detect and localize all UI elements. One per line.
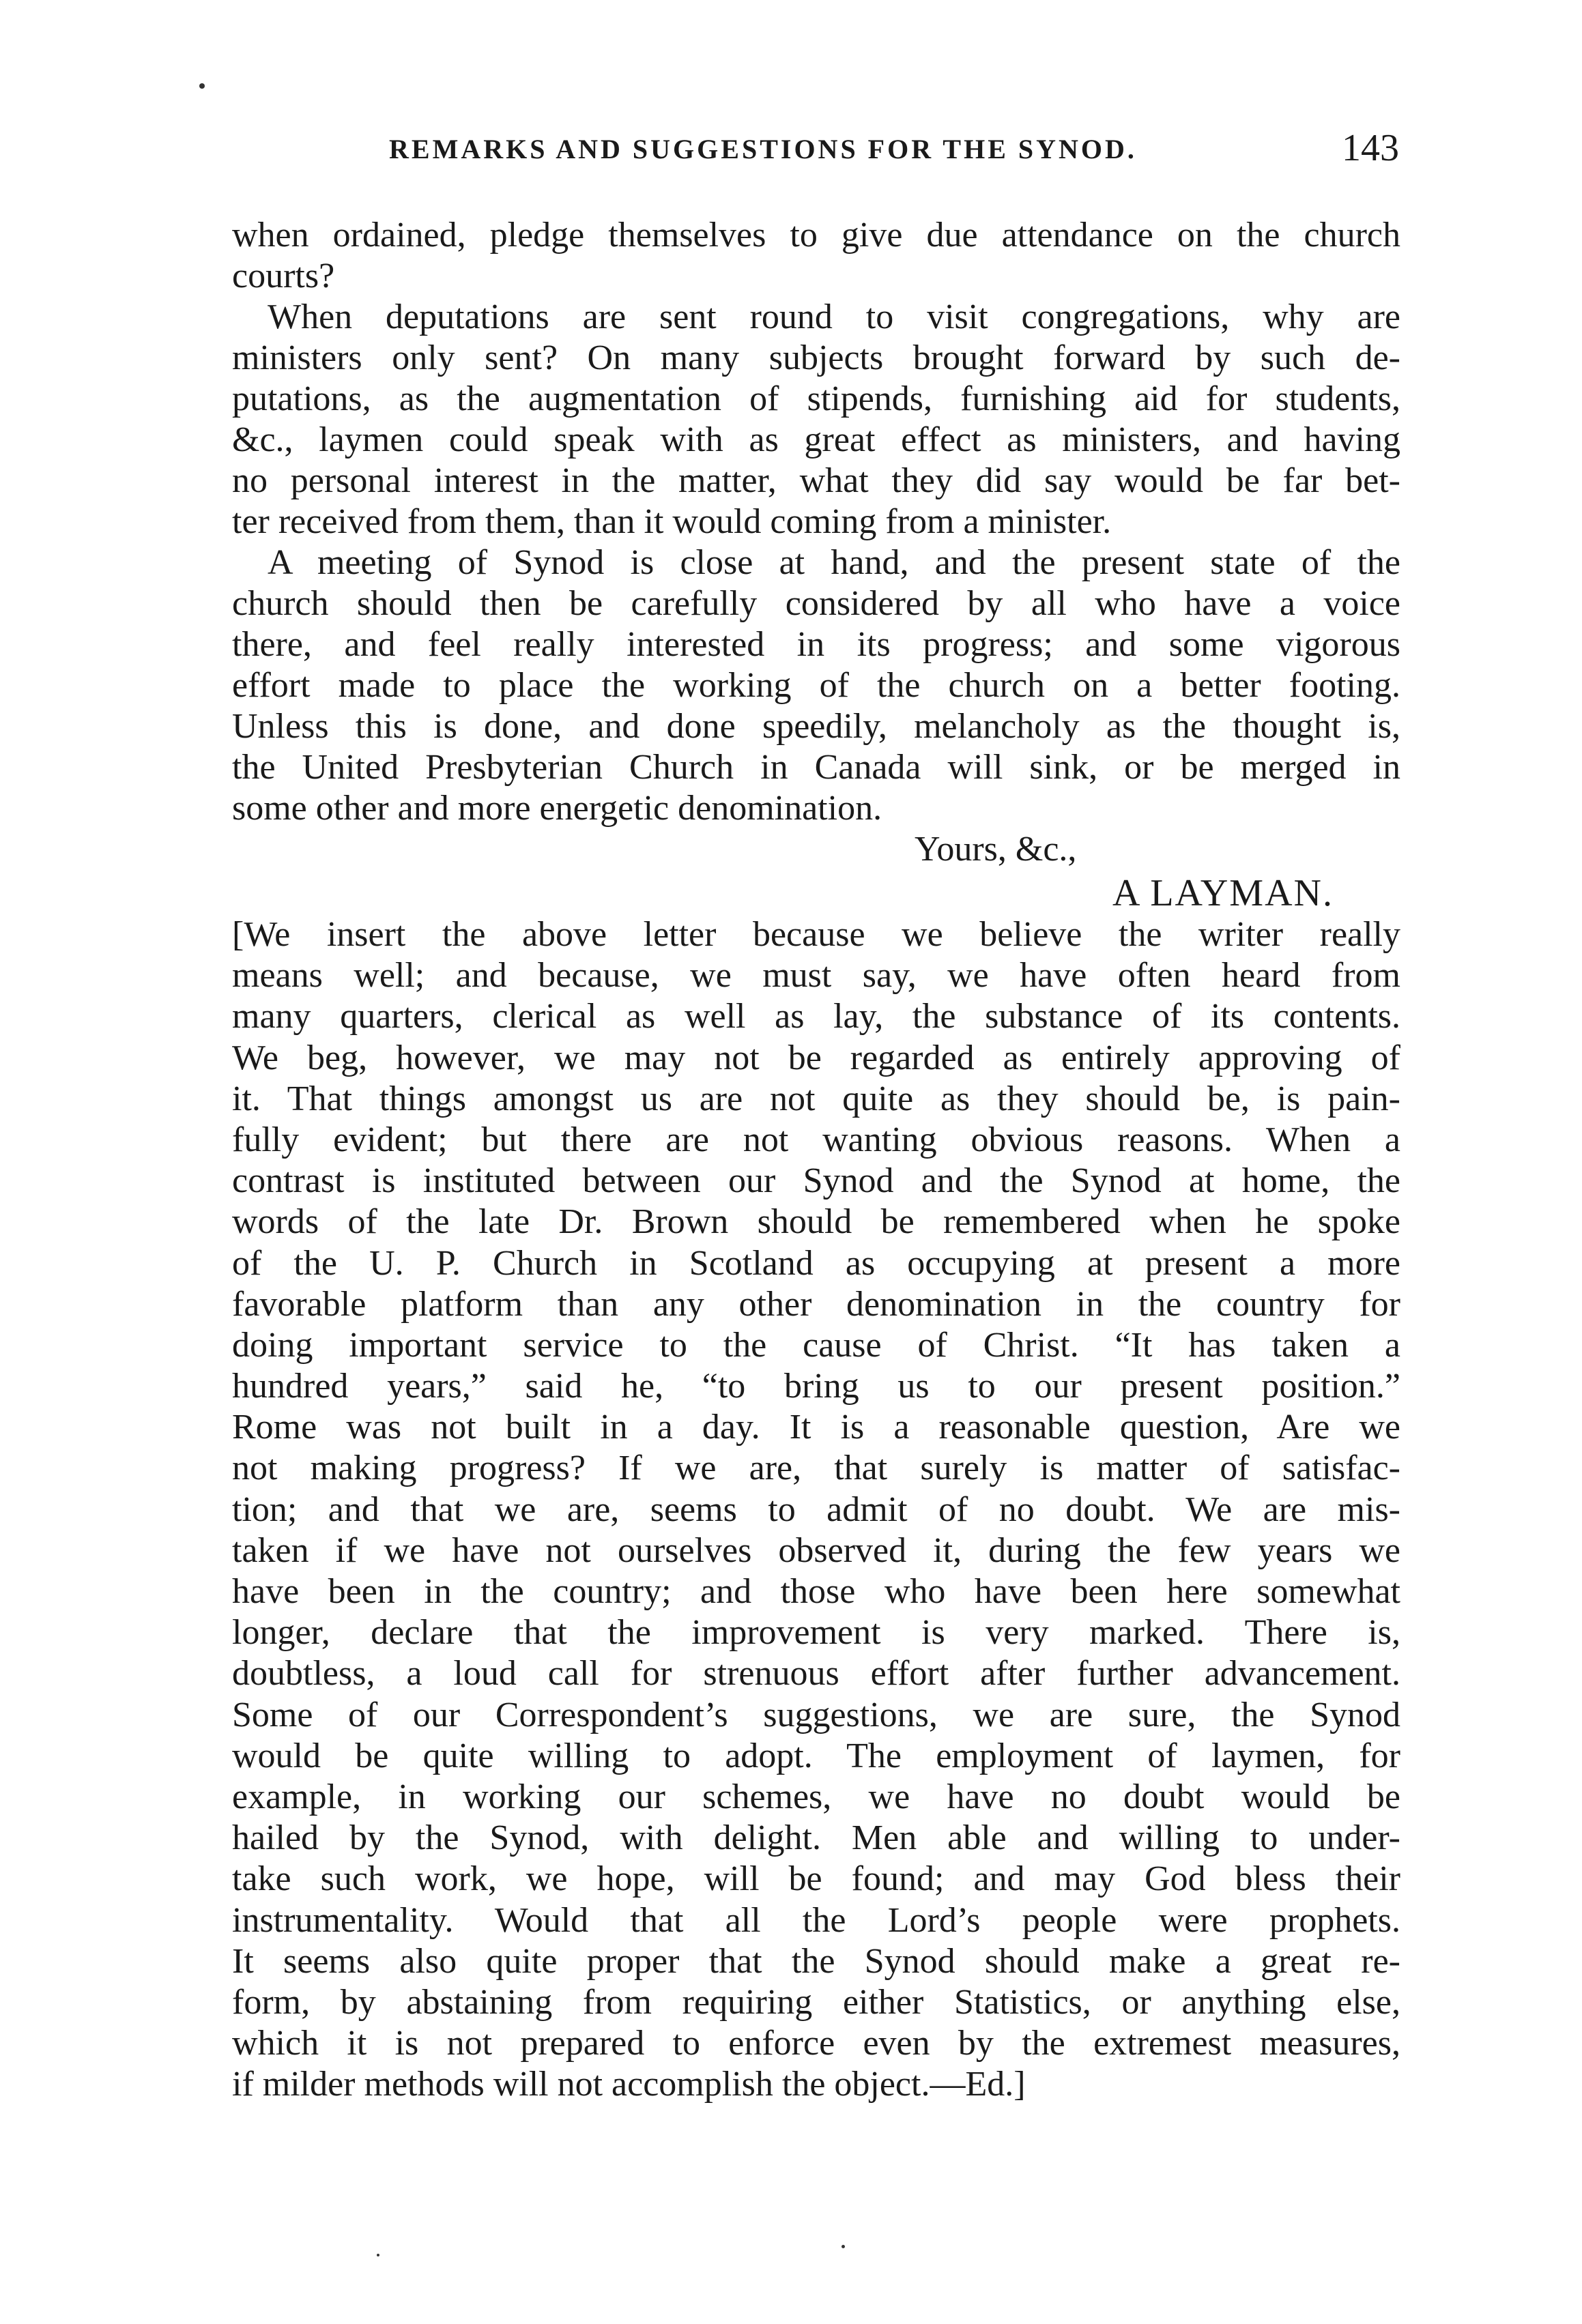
letter-line: putations, as the augmentation of stipends, furnishing aid for students, (232, 379, 1400, 418)
note-line: favorable platform than any other denomination in the country for (232, 1284, 1400, 1324)
note-line: means well; and because, we must say, we have often heard from (232, 956, 1400, 996)
letter-line: no personal interest in the matter, what they did say would be far bet- (232, 461, 1400, 500)
letter-line: church should then be carefully considered by all who have a voice (232, 584, 1400, 623)
note-line: if milder methods will not accomplish the object.—Ed.] (232, 2065, 1026, 2104)
note-line: not making progress? If we are, that surely is matter of satisfac- (232, 1449, 1400, 1488)
ink-speck (199, 83, 205, 89)
note-line: Some of our Correspondent’s suggestions, we are sure, the Synod (232, 1695, 1400, 1734)
note-line: doing important service to the cause of Christ. “It has taken a (232, 1325, 1400, 1365)
letter-closing: Yours, &c., (915, 830, 1077, 869)
letter-body (232, 215, 1400, 916)
letter-line: Unless this is done, and done speedily, melancholy as the thought is, (232, 707, 1400, 746)
note-line: tion; and that we are, seems to admit of no doubt. We are mis- (232, 1490, 1400, 1529)
note-line: words of the late Dr. Brown should be remembered when he spoke (232, 1202, 1400, 1242)
letter-line: ministers only sent? On many subjects brought forward by such de- (232, 338, 1400, 377)
letter-line: the United Presbyterian Church in Canada will sink, or be merged in (232, 748, 1400, 787)
page-header (232, 126, 1399, 181)
note-line: Rome was not built in a day. It is a reasonable question, Are we (232, 1408, 1400, 1447)
note-line: contrast is instituted between our Synod and the Synod at home, the (232, 1161, 1400, 1201)
note-line: We beg, however, we may not be regarded as entirely approving of (232, 1038, 1400, 1077)
note-line: hailed by the Synod, with delight. Men able and willing to under- (232, 1818, 1400, 1858)
letter-signature: A LAYMAN. (1112, 872, 1334, 914)
letter-line: courts? (232, 257, 335, 295)
note-line: have been in the country; and those who have been here somewhat (232, 1572, 1400, 1611)
note-line: instrumentality. Would that all the Lord’s people were prophets. (232, 1900, 1400, 1940)
note-line: hundred years,” said he, “to bring us to our present position.” (232, 1367, 1400, 1406)
note-line: [We insert the above letter because we believe the writer really (232, 915, 1400, 954)
note-line: longer, declare that the improvement is very marked. There is, (232, 1613, 1400, 1653)
ink-speck (377, 2254, 379, 2256)
note-line: many quarters, clerical as well as lay, the substance of its contents. (232, 997, 1400, 1036)
letter-line: A meeting of Synod is close at hand, and the present state of the (268, 543, 1400, 582)
note-line: it. That things amongst us are not quite as they should be, is pain- (232, 1079, 1400, 1118)
letter-line: when ordained, pledge themselves to give due attendance on the church (232, 216, 1400, 255)
letter-line: some other and more energetic denomination. (232, 789, 882, 828)
letter-line: there, and feel really interested in its progress; and some vigorous (232, 625, 1400, 664)
running-head: REMARKS AND SUGGESTIONS FOR THE SYNOD. (389, 134, 1137, 164)
note-line: of the U. P. Church in Scotland as occupying at present a more (232, 1243, 1400, 1283)
ink-speck (842, 2245, 845, 2248)
note-line: example, in working our schemes, we have no doubt would be (232, 1777, 1400, 1816)
note-line: take such work, we hope, will be found; and may God bless their (232, 1859, 1400, 1899)
editor-note (232, 914, 1400, 2105)
letter-line: ter received from them, than it would coming from a minister. (232, 502, 1112, 541)
note-line: doubtless, a loud call for strenuous effort after further advancement. (232, 1654, 1400, 1694)
note-line: which it is not prepared to enforce even by the extremest measures, (232, 2024, 1400, 2063)
letter-line: &c., laymen could speak with as great effect as ministers, and having (232, 420, 1400, 459)
note-line: fully evident; but there are not wanting obvious reasons. When a (232, 1120, 1400, 1159)
page-number: 143 (1342, 127, 1399, 169)
note-line: taken if we have not ourselves observed it, during the few years we (232, 1530, 1400, 1570)
letter-line: effort made to place the working of the church on a better footing. (232, 666, 1400, 705)
note-line: form, by abstaining from requiring either Statistics, or anything else, (232, 1982, 1400, 2022)
letter-line: When deputations are sent round to visit congregations, why are (268, 297, 1400, 336)
note-line: It seems also quite proper that the Synod should make a great re- (232, 1941, 1400, 1981)
note-line: would be quite willing to adopt. The employment of laymen, for (232, 1736, 1400, 1775)
